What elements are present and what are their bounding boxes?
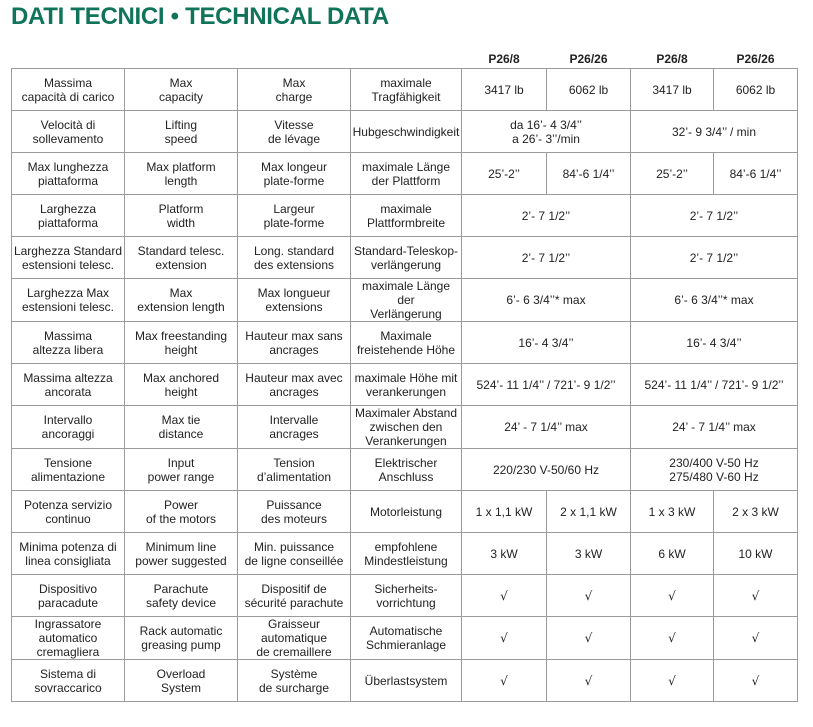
check-mark: √: [462, 617, 547, 660]
label-german: Automatische Schmieranlage: [351, 617, 462, 660]
label-english: Minimum line power suggested: [125, 533, 238, 575]
table-row: [12, 575, 798, 617]
value-cell: 2’- 7 1/2’’: [631, 237, 798, 279]
check-mark: √: [714, 575, 798, 617]
value-cell: 32’- 9 3/4’’ / min: [631, 111, 798, 153]
label-english: Lifting speed: [125, 111, 238, 153]
table-row: [12, 322, 798, 364]
label-french: Hauteur max sans ancrages: [238, 322, 351, 364]
label-english: Max extension length: [125, 279, 238, 322]
model-header: P26/26: [736, 52, 775, 66]
label-french: Largeur plate-forme: [238, 195, 351, 237]
label-german: Sicherheits- vorrichtung: [351, 575, 462, 617]
label-french: Puissance des moteurs: [238, 491, 351, 533]
label-italian: Larghezza Standard estensioni telesc.: [12, 237, 125, 279]
label-french: Dispositif de sécurité parachute: [238, 575, 351, 617]
table-row: [12, 617, 798, 660]
model-header: P26/26: [569, 52, 608, 66]
value-cell: 84’-6 1/4’’: [547, 153, 631, 195]
label-german: maximale Länge der Verlängerung: [351, 279, 462, 322]
label-english: Input power range: [125, 449, 238, 491]
value-cell: 220/230 V-50/60 Hz: [462, 449, 631, 491]
label-italian: Larghezza Max estensioni telesc.: [12, 279, 125, 322]
value-cell: 3 kW: [462, 533, 547, 575]
label-french: Long. standard des extensions: [238, 237, 351, 279]
label-german: maximale Plattformbreite: [351, 195, 462, 237]
value-cell: 6062 lb: [714, 69, 798, 111]
value-cell: 3 kW: [547, 533, 631, 575]
value-cell: 10 kW: [714, 533, 798, 575]
value-cell: 24’ - 7 1/4’’ max: [631, 406, 798, 449]
label-english: Overload System: [125, 660, 238, 702]
model-header-row: [12, 46, 798, 69]
value-cell: 6 kW: [631, 533, 714, 575]
label-italian: Minima potenza di linea consigliata: [12, 533, 125, 575]
technical-data-table: [11, 46, 798, 702]
check-mark: √: [547, 575, 631, 617]
value-cell: 230/400 V-50 Hz 275/480 V-60 Hz: [631, 449, 798, 491]
value-cell: 24’ - 7 1/4’’ max: [462, 406, 631, 449]
value-cell: 84’-6 1/4’’: [714, 153, 798, 195]
value-cell: 25’-2’’: [462, 153, 547, 195]
model-header: P26/8: [656, 52, 688, 66]
label-italian: Tensione alimentazione: [12, 449, 125, 491]
check-mark: √: [547, 617, 631, 660]
table-row: [12, 660, 798, 702]
label-german: Hubgeschwindigkeit: [351, 111, 462, 153]
table-row: [12, 406, 798, 449]
check-mark: √: [547, 660, 631, 702]
check-mark: √: [631, 660, 714, 702]
value-cell: 524’- 11 1/4’’ / 721’- 9 1/2’’: [462, 364, 631, 406]
label-german: Überlastsystem: [351, 660, 462, 702]
label-german: Motorleistung: [351, 491, 462, 533]
label-german: maximale Tragfähigkeit: [351, 69, 462, 111]
label-italian: Potenza servizio continuo: [12, 491, 125, 533]
value-cell: 6’- 6 3/4’’* max: [462, 279, 631, 322]
label-german: Maximaler Abstand zwischen den Verankerungen: [351, 406, 462, 449]
label-french: Graisseur automatique de cremaillere: [238, 617, 351, 660]
table-row: [12, 364, 798, 406]
label-french: Intervalle ancrages: [238, 406, 351, 449]
model-header: P26/8: [488, 52, 520, 66]
value-cell: 6’- 6 3/4’’* max: [631, 279, 798, 322]
label-french: Max longeur plate-forme: [238, 153, 351, 195]
value-cell: 3417 lb: [462, 69, 547, 111]
label-italian: Dispositivo paracadute: [12, 575, 125, 617]
label-german: Maximale freistehende Höhe: [351, 322, 462, 364]
page-title: DATI TECNICI • TECHNICAL DATA: [11, 3, 389, 30]
check-mark: √: [631, 617, 714, 660]
label-french: Système de surcharge: [238, 660, 351, 702]
value-cell: 16’- 4 3/4’’: [631, 322, 798, 364]
label-french: Min. puissance de ligne conseillée: [238, 533, 351, 575]
label-german: maximale Höhe mit verankerungen: [351, 364, 462, 406]
label-italian: Intervallo ancoraggi: [12, 406, 125, 449]
value-cell: 524’- 11 1/4’’ / 721’- 9 1/2’’: [631, 364, 798, 406]
value-cell: 2’- 7 1/2’’: [462, 237, 631, 279]
label-english: Parachute safety device: [125, 575, 238, 617]
value-cell: 2’- 7 1/2’’: [462, 195, 631, 237]
label-italian: Velocità di sollevamento: [12, 111, 125, 153]
label-english: Max freestanding height: [125, 322, 238, 364]
label-english: Standard telesc. extension: [125, 237, 238, 279]
label-english: Max tie distance: [125, 406, 238, 449]
table-row: [12, 491, 798, 533]
check-mark: √: [714, 660, 798, 702]
label-german: Standard-Teleskop- verlängerung: [351, 237, 462, 279]
table-row: [12, 195, 798, 237]
label-italian: Massima altezza libera: [12, 322, 125, 364]
label-french: Vitesse de lévage: [238, 111, 351, 153]
label-french: Max charge: [238, 69, 351, 111]
table-row: [12, 111, 798, 153]
label-french: Tension d’alimentation: [238, 449, 351, 491]
label-english: Max capacity: [125, 69, 238, 111]
value-cell: 6062 lb: [547, 69, 631, 111]
value-cell: 1 x 3 kW: [631, 491, 714, 533]
value-cell: 25’-2’’: [631, 153, 714, 195]
label-english: Platform width: [125, 195, 238, 237]
label-italian: Max lunghezza piattaforma: [12, 153, 125, 195]
value-cell: 2 x 3 kW: [714, 491, 798, 533]
label-italian: Ingrassatore automatico cremagliera: [12, 617, 125, 660]
table-row: [12, 237, 798, 279]
check-mark: √: [462, 575, 547, 617]
label-german: empfohlene Mindestleistung: [351, 533, 462, 575]
table-row: [12, 69, 798, 111]
check-mark: √: [462, 660, 547, 702]
label-english: Max anchored height: [125, 364, 238, 406]
label-italian: Massima altezza ancorata: [12, 364, 125, 406]
value-cell: da 16’- 4 3/4’’ a 26’- 3’’/min: [462, 111, 631, 153]
table-row: [12, 449, 798, 491]
label-english: Rack automatic greasing pump: [125, 617, 238, 660]
check-mark: √: [714, 617, 798, 660]
table-row: [12, 153, 798, 195]
label-french: Hauteur max avec ancrages: [238, 364, 351, 406]
value-cell: 2 x 1,1 kW: [547, 491, 631, 533]
value-cell: 2’- 7 1/2’’: [631, 195, 798, 237]
label-italian: Sistema di sovraccarico: [12, 660, 125, 702]
label-italian: Larghezza piattaforma: [12, 195, 125, 237]
value-cell: 3417 lb: [631, 69, 714, 111]
label-german: Elektrischer Anschluss: [351, 449, 462, 491]
label-german: maximale Länge der Plattform: [351, 153, 462, 195]
label-english: Power of the motors: [125, 491, 238, 533]
label-italian: Massima capacità di carico: [12, 69, 125, 111]
table-row: [12, 279, 798, 322]
table-row: [12, 533, 798, 575]
label-french: Max longueur extensions: [238, 279, 351, 322]
value-cell: 1 x 1,1 kW: [462, 491, 547, 533]
label-english: Max platform length: [125, 153, 238, 195]
value-cell: 16’- 4 3/4’’: [462, 322, 631, 364]
check-mark: √: [631, 575, 714, 617]
